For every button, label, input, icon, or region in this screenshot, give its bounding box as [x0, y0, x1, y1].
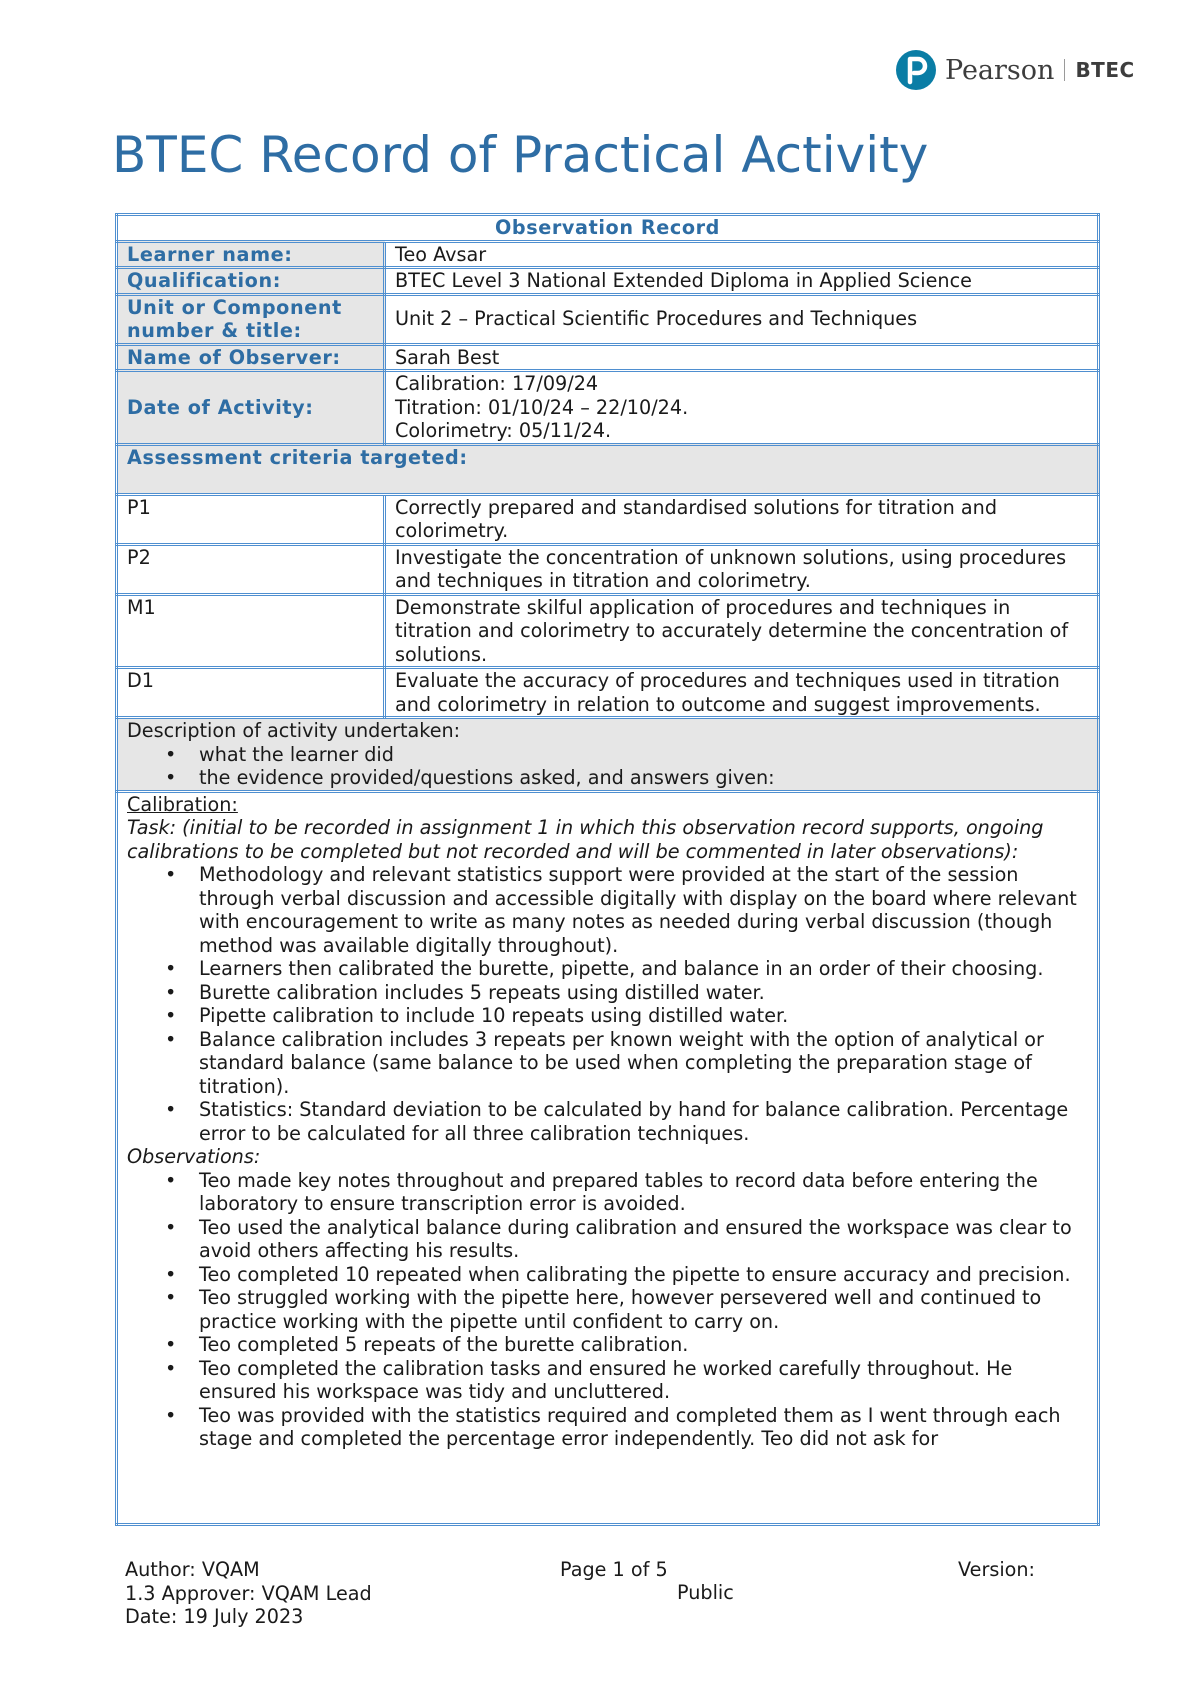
pearson-btec-logo	[895, 46, 1135, 94]
list-item: • the evidence provided/questions asked, and answers given:	[199, 766, 1088, 790]
observer-row	[117, 344, 1099, 371]
list-item: • Teo was provided with the statistics required and completed them as I went through each stage and completed the percentage error independently. Teo did not ask for	[199, 1404, 1088, 1451]
qualification-label: Qualification:	[117, 268, 385, 295]
date-row	[117, 371, 1099, 445]
record-header-row	[117, 215, 1099, 242]
footer-classification: Public	[677, 1581, 734, 1604]
criterion-text: Demonstrate skilful application of procedures and techniques in titration and colorimetry to accurately determine the concentration of solutions.	[385, 594, 1099, 668]
list-item: • Pipette calibration to include 10 repeats using distilled water.	[199, 1004, 1088, 1028]
list-item: • Teo struggled working with the pipette here, however persevered well and continued to practice working with the pipette until confident to carry on.	[199, 1286, 1088, 1333]
logo-divider	[1064, 59, 1065, 81]
description-header-row	[117, 718, 1099, 792]
unit-row	[117, 294, 1099, 344]
list-item: • Teo completed the calibration tasks and ensured he worked carefully throughout. He ensured his workspace was tidy and uncluttered.	[199, 1357, 1088, 1404]
date-value	[385, 371, 1099, 445]
unit-value: Unit 2 – Practical Scientific Procedures and Techniques	[385, 294, 1099, 344]
list-item: • Methodology and relevant statistics support were provided at the start of the session through verbal discussion and accessible digitally with display on the board where relevant with encouragement to write as many notes as needed during verbal discussion (though method was available digitally throughout).	[199, 863, 1088, 957]
criterion-row	[117, 668, 1099, 718]
criteria-header-row	[117, 444, 1099, 494]
list-item: • Teo completed 10 repeated when calibrating the pipette to ensure accuracy and precision.	[199, 1263, 1088, 1287]
observer-label: Name of Observer:	[117, 344, 385, 371]
description-body-row	[117, 791, 1099, 1524]
observations-heading: Observations:	[127, 1145, 261, 1168]
criterion-text: Evaluate the accuracy of procedures and techniques used in titration and colorimetry in relation to outcome and suggest improvements.	[385, 668, 1099, 718]
criterion-text: Investigate the concentration of unknown solutions, using procedures and techniques in titration and colorimetry.	[385, 544, 1099, 594]
criteria-label: Assessment criteria targeted:	[117, 444, 1099, 494]
date-colorimetry: Colorimetry: 05/11/24.	[395, 419, 612, 442]
list-item: • Learners then calibrated the burette, pipette, and balance in an order of their choosing.	[199, 957, 1088, 981]
calibration-heading: Calibration:	[127, 792, 238, 816]
criterion-code: P2	[117, 544, 385, 594]
description-body	[117, 791, 1099, 1524]
criterion-row	[117, 494, 1099, 544]
pearson-p-logo-icon	[895, 49, 937, 91]
description-bullets	[127, 743, 1088, 790]
list-item: • Teo used the analytical balance during calibration and ensured the workspace was clear to avoid others affecting his results.	[199, 1216, 1088, 1263]
criterion-code: M1	[117, 594, 385, 668]
learner-label: Learner name:	[117, 241, 385, 268]
unit-label	[117, 294, 385, 344]
page-title: BTEC Record of Practical Activity	[112, 126, 929, 184]
qualification-row	[117, 268, 1099, 295]
description-label: Description of activity undertaken:	[127, 719, 461, 742]
brand-product: BTEC	[1075, 58, 1135, 82]
brand-name: Pearson	[945, 54, 1055, 86]
description-header	[117, 718, 1099, 792]
criterion-text: Correctly prepared and standardised solutions for titration and colorimetry.	[385, 494, 1099, 544]
list-item: • Teo completed 5 repeats of the burette calibration.	[199, 1333, 1088, 1357]
task-text: Task: (initial to be recorded in assignment 1 in which this observation record supports, ongoing calibrations to be completed but not recorded and will be commented in later observations):	[127, 816, 1044, 863]
list-item: • Burette calibration includes 5 repeats using distilled water.	[199, 981, 1088, 1005]
learner-value: Teo Avsar	[385, 241, 1099, 268]
list-item: • Statistics: Standard deviation to be calculated by hand for balance calibration. Percentage error to be calculated for all three calibration techniques.	[199, 1098, 1088, 1145]
unit-label-line-1: Unit or Component	[127, 295, 342, 319]
record-header: Observation Record	[117, 215, 1099, 242]
observation-record-table	[115, 213, 1100, 1526]
description-content	[127, 793, 1088, 1523]
observation-bullets	[127, 1169, 1088, 1451]
list-item: • what the learner did	[199, 743, 1088, 767]
unit-label-line-2: number & title:	[127, 319, 302, 342]
footer-approver: 1.3 Approver: VQAM Lead	[125, 1581, 372, 1605]
task-bullets	[127, 863, 1088, 1145]
criterion-code: P1	[117, 494, 385, 544]
footer-version: Version:	[958, 1558, 1036, 1581]
footer-page-number: Page 1 of 5	[560, 1558, 668, 1581]
list-item: • Teo made key notes throughout and prepared tables to record data before entering the laboratory to ensure transcription error is avoided.	[199, 1169, 1088, 1216]
date-titration: Titration: 01/10/24 – 22/10/24.	[395, 395, 689, 419]
learner-row	[117, 241, 1099, 268]
footer-date: Date: 19 July 2023	[125, 1605, 304, 1628]
criterion-code: D1	[117, 668, 385, 718]
footer-author: Author: VQAM	[125, 1558, 260, 1581]
footer-left	[125, 1558, 372, 1629]
qualification-value: BTEC Level 3 National Extended Diploma in Applied Science	[385, 268, 1099, 295]
criterion-row	[117, 594, 1099, 668]
date-calibration: Calibration: 17/09/24	[395, 372, 599, 395]
criterion-row	[117, 544, 1099, 594]
observer-value: Sarah Best	[385, 344, 1099, 371]
date-label: Date of Activity:	[117, 371, 385, 445]
list-item: • Balance calibration includes 3 repeats per known weight with the option of analytical or standard balance (same balance to be used when completing the preparation stage of titration).	[199, 1028, 1088, 1099]
